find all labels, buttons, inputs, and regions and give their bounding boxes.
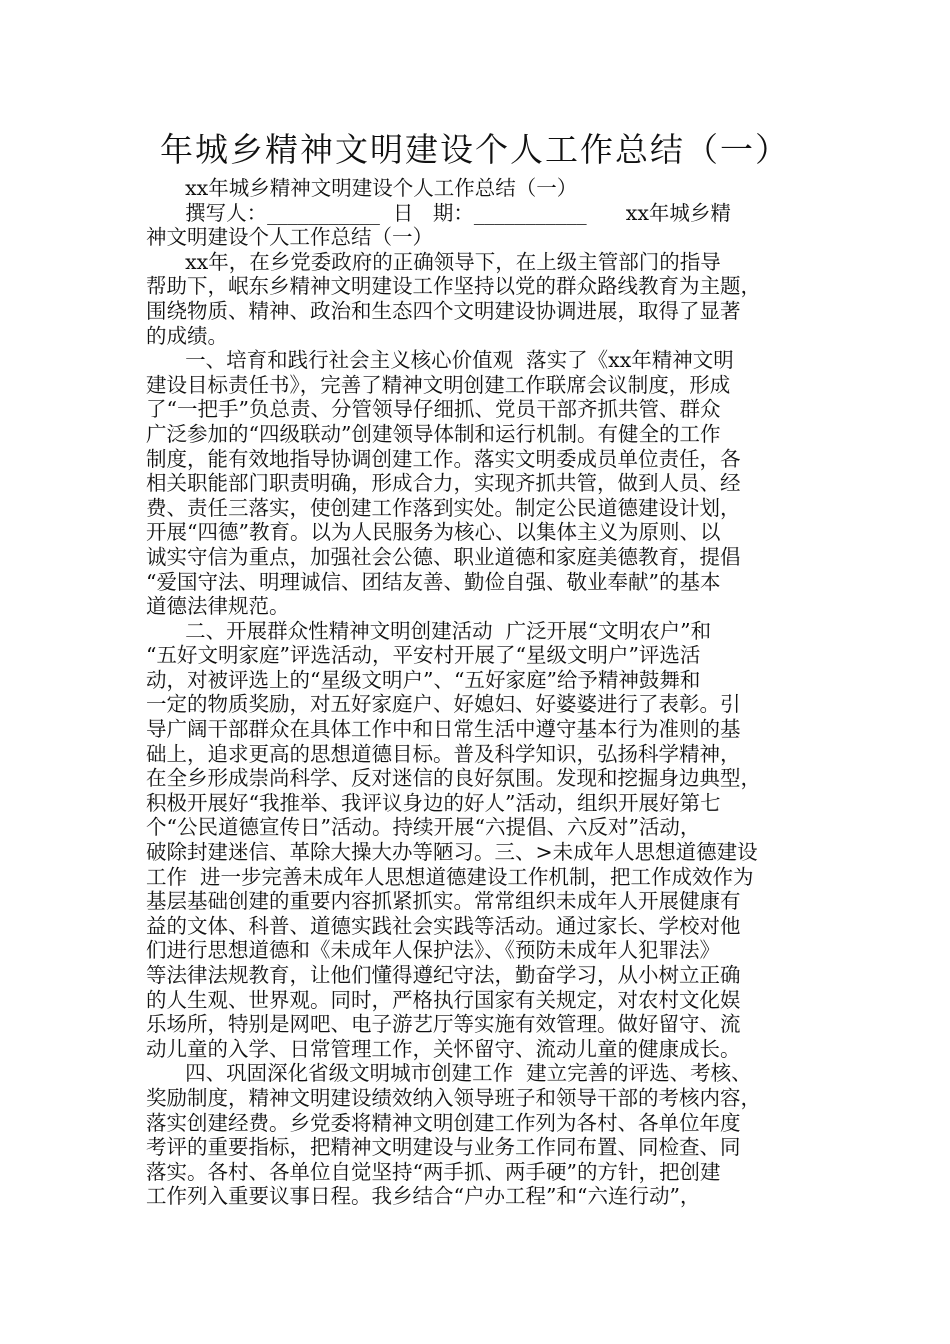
document-body (146, 176, 806, 1209)
text-line: 考评的重要指标，把精神文明建设与业务工作同布置、同检查、同 (146, 1135, 741, 1160)
document-title: 年城乡精神文明建设个人工作总结（一） (160, 130, 790, 169)
text-line: 了“一把手”负总责、分管领导仔细抓、党员干部齐抓共管、群众 (146, 397, 721, 422)
text-line: 个“公民道德宣传日”活动。持续开展“六提倡、六反对”活动， (146, 815, 701, 840)
text-line: 建设目标责任书》，完善了精神文明创建工作联席会议制度，形成 (146, 372, 731, 397)
section-heading-line: 二、开展群众性精神文明创建活动 广泛开展“文明农户”和 (146, 618, 712, 643)
text-line: 的成绩。 (146, 323, 228, 348)
text-line: 道德法律规范。 (146, 594, 290, 619)
text-line: 围绕物质、精神、政治和生态四个文明建设协调进展，取得了显著 (146, 298, 741, 323)
text-line: 神文明建设个人工作总结（一） (146, 225, 433, 250)
text-line: 础上，追求更高的思想道德目标。普及科学知识，弘扬科学精神， (146, 741, 741, 766)
text-line: 开展“四德”教育。以为人民服务为核心、以集体主义为原则、以 (146, 520, 721, 545)
text-line: 乐场所，特别是网吧、电子游艺厅等实施有效管理。做好留守、流 (146, 1012, 741, 1037)
text-line: 导广阔干部群众在具体工作中和日常生活中遵守基本行为准则的基 (146, 717, 741, 742)
text-line: 相关职能部门职责明确，形成合力，实现齐抓共管，做到人员、经 (146, 471, 741, 496)
author-date-line: 撰写人：___________ 日 期：___________ xx年城乡精 (146, 200, 731, 225)
text-line: 工作列入重要议事日程。我乡结合“户办工程”和“六连行动”， (146, 1184, 701, 1209)
text-line: 等法律法规教育，让他们懂得遵纪守法，勤奋学习，从小树立正确 (146, 963, 741, 987)
text-line: 落实创建经费。乡党委将精神文明创建工作列为各村、各单位年度 (146, 1110, 741, 1135)
text-line: “爱国守法、明理诚信、团结友善、勤俭自强、敬业奉献”的基本 (146, 569, 721, 594)
text-line: 基层基础创建的重要内容抓紧抓实。常常组织未成年人开展健康有 (146, 889, 741, 914)
section-heading-line: 一、培育和践行社会主义核心价值观 落实了《xx年精神文明 (146, 348, 734, 373)
text-line: 动，对被评选上的“星级文明户”、“五好家庭”给予精神鼓舞和 (146, 667, 701, 692)
text-line: “五好文明家庭”评选活动，平安村开展了“星级文明户”评选活 (146, 643, 701, 668)
subtitle-line: xx年城乡精神文明建设个人工作总结（一） (146, 176, 578, 200)
text-line: xx年，在乡党委政府的正确领导下，在上级主管部门的指导 (146, 249, 721, 274)
text-line: 费、责任三落实，使创建工作落到实处。制定公民道德建设计划， (146, 495, 741, 520)
text-line: 奖励制度，精神文明建设绩效纳入领导班子和领导干部的考核内容， (146, 1085, 761, 1110)
text-line: 落实。各村、各单位自觉坚持“两手抓、两手硬”的方针，把创建 (146, 1159, 721, 1184)
text-line: 的人生观、世界观。同时，严格执行国家有关规定，对农村文化娱 (146, 987, 741, 1012)
text-line: 帮助下，岷东乡精神文明建设工作坚持以党的群众路线教育为主题， (146, 274, 761, 299)
text-line: 广泛参加的“四级联动”创建领导体制和运行机制。有健全的工作 (146, 421, 721, 446)
text-line: 在全乡形成崇尚科学、反对迷信的良好氛围。发现和挖掘身边典型， (146, 766, 761, 791)
text-line: 们进行思想道德和《未成年人保护法》、《预防未成年人犯罪法》 (146, 938, 720, 963)
text-line: 制度，能有效地指导协调创建工作。落实文明委成员单位责任，各 (146, 446, 741, 471)
text-line: 诚实守信为重点，加强社会公德、职业道德和家庭美德教育，提倡 (146, 544, 741, 569)
text-line: 动儿童的入学、日常管理工作，关怀留守、流动儿童的健康成长。 (146, 1036, 741, 1061)
text-line: 益的文体、科普、道德实践社会实践等活动。通过家长、学校对他 (146, 913, 741, 938)
section-heading-line: 四、巩固深化省级文明城市创建工作 建立完善的评选、考核、 (146, 1061, 752, 1086)
text-line: 积极开展好“我推举、我评议身边的好人”活动，组织开展好第七 (146, 790, 721, 815)
text-line: 破除封建迷信、革除大操大办等陋习。三、>未成年人思想道德建设 (146, 840, 758, 865)
text-line: 一定的物质奖励，对五好家庭户、好媳妇、好婆婆进行了表彰。引 (146, 692, 741, 717)
text-line: 工作 进一步完善未成年人思想道德建设工作机制，把工作成效作为 (146, 864, 754, 889)
